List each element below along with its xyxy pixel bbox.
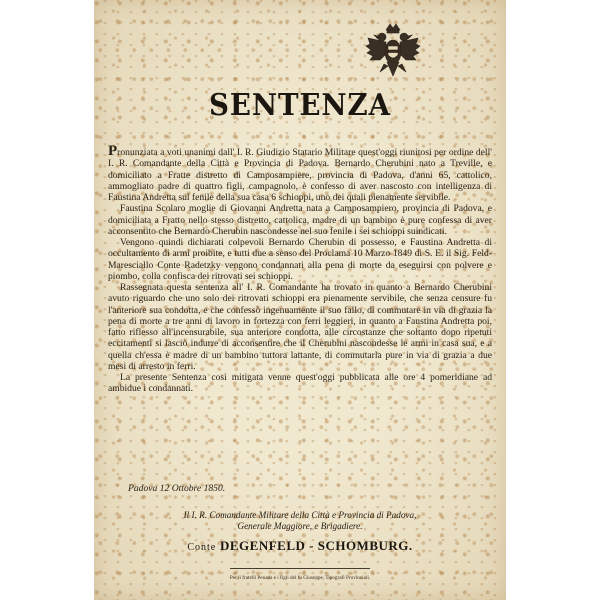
signature-name: DEGENFELD - SCHOMBURG. [219,538,413,553]
paragraph-4: Rassegnata questa sentenza all' I. R. Comandante ha trovato in quanto a Bernardo Cherubini avuto riguardo che uno solo dei ritrovati schioppi era pienamente servibile, che senza censure fu l'anteriore sua condotta, e che confessò ingenuamente il suo fallo, di commutare in via di grazia la pena di morte a tre anni di lavoro in fortezza con ferri leggieri, in quanto a Faustina Andretta poi, fatto riflesso all'incensurabile, sua anteriore condotta, alle circostanze che soltanto dopo ripetuti eccitamenti si lasciò indurre di acconsentire che il Cherubini nascondesse le armi in casa sua, e a quella ch'essa è madre di un bambino tuttora lattante, di commutarla pure in via di grazia a due mesi di arresto in ferri. [108,282,492,372]
signature [94,538,506,554]
paragraph-3: Vengono quindi dichiarati colpevoli Bernardo Cherubin di possesso, e Faustina Andretta di occultamento di armi proibite, e tutti due a senso del Proclama 10 Marzo 1849 di S. E. il Sig. Feld-Maresciallo Conte Radetzky vengono condannati alla pena di morte da eseguirsi con polvere e piombo, colla confisca dei ritrovati sei schioppi. [108,237,492,282]
paragraph-2: Faustina Scolaro moglie di Giovanni Andretta nata a Camposampiero, provincia di Padova, e domiciliata a Fratto nello stesso distretto, cattolica, madre di un bambino è pure confessa di aver acconsentito che Bernardo Cherubin nascondesse nel suo fenile i sei schioppi suindicati. [108,203,492,237]
paragraph-5: La presente Sentenza così mitigata venne quest'oggi pubblicata alle ore 4 pomeridiane ad ambidue i condannati. [108,372,492,395]
sentence-body [108,143,492,395]
authority-line-1: Il I. R. Comandante Militare della Città e Provincia di Padova, [183,510,417,520]
divider [230,568,370,569]
page-title: SENTENZA [209,88,391,123]
drop-cap: P [108,143,118,159]
issue-date: Padova 12 Ottobre 1850. [128,483,226,494]
double-headed-eagle-icon [364,20,422,84]
paragraph-1 [108,143,492,203]
signature-title: Conte [187,542,217,553]
printer-imprint: Per li fratelli Penada e i figli del fu Giuseppe, Tipografi Provinciali. [229,575,371,581]
proclamation-sheet [94,0,506,600]
issuing-authority [94,510,506,532]
authority-line-2: Generale Maggiore, e Brigadiere. [237,521,363,531]
paragraph-1-text: ronunziata a voti unanimi dall' I. R. Giudizio Statario Militare quest'oggi riunitosi per ordine dell' I. R. Comandante della Città e Provincia di Padova. Bernardo Cherubini nato a Treville, e domiciliato a Fratte distretto di Camposampiere, provincia di Padova, d'anni 65, cattolico, ammogliato padre di quattro figli, campagnolo, è confesso di aver nascosto con intelligenza di Faustina Andretta sul fenile della sua casa 6 schioppi, uno dei quali pienamente servibile. [108,147,492,203]
